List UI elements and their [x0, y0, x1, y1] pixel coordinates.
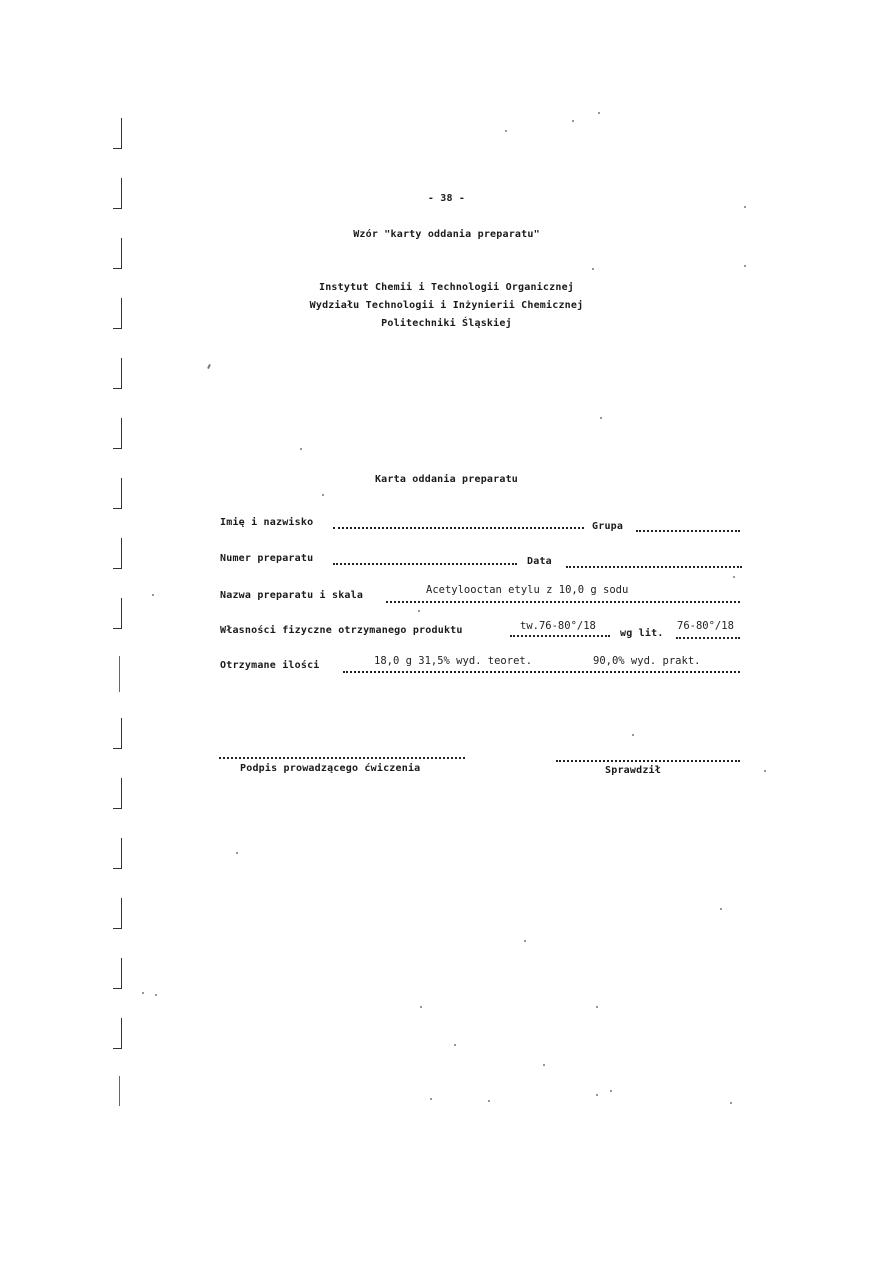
amount-field-line[interactable] [343, 671, 740, 673]
binder-bracket [119, 1076, 124, 1106]
amount-value-2: 90,0% wyd. prakt. [593, 655, 701, 667]
amount-label: Otrzymane ilości [220, 660, 320, 671]
name-field-line[interactable] [333, 527, 584, 529]
group-field-line[interactable] [636, 530, 740, 532]
lit-value: 76-80°/18 [677, 620, 734, 632]
binder-bracket [113, 838, 122, 869]
binder-bracket [113, 358, 122, 389]
group-label: Grupa [592, 521, 624, 532]
page-number: - 38 - [427, 193, 466, 204]
institute-line-3: Politechniki Śląskiej [381, 318, 512, 329]
prep-label: Nazwa preparatu i skala [220, 590, 364, 601]
date-field-line[interactable] [566, 566, 742, 568]
prep-field-line[interactable] [386, 601, 740, 603]
binder-bracket [113, 598, 122, 629]
props-field-line[interactable] [510, 635, 610, 637]
lit-label: wg lit. [620, 628, 664, 639]
props-value: tw.76-80°/18 [520, 620, 596, 632]
binder-bracket [113, 778, 122, 809]
name-label: Imię i nazwisko [220, 517, 314, 528]
binder-bracket [113, 238, 122, 269]
instructor-signature-label: Podpis prowadzącego ćwiczenia [240, 763, 421, 774]
number-label: Numer preparatu [220, 553, 314, 564]
binder-bracket [113, 538, 122, 569]
binder-bracket [113, 1018, 122, 1049]
binder-bracket [113, 418, 122, 449]
props-label: Własności fizyczne otrzymanego produktu [220, 625, 463, 636]
amount-value-1: 18,0 g 31,5% wyd. teoret. [374, 655, 533, 667]
date-label: Data [527, 556, 552, 567]
binder-bracket [113, 898, 122, 929]
checked-signature-line[interactable] [556, 760, 740, 762]
prep-value: Acetylooctan etylu z 10,0 g sodu [426, 584, 629, 596]
institute-line-2: Wydziału Technologii i Inżynierii Chemicznej [309, 300, 584, 311]
institute-line-1: Instytut Chemii i Technologii Organicznej [318, 282, 575, 293]
binder-bracket [113, 958, 122, 989]
binder-bracket [119, 656, 124, 692]
card-title: Karta oddania preparatu [374, 474, 519, 485]
form-caption: Wzór "karty oddania preparatu" [353, 229, 540, 240]
checked-signature-label: Sprawdził [605, 765, 661, 776]
instructor-signature-line[interactable] [219, 757, 465, 759]
number-field-line[interactable] [333, 563, 517, 565]
binder-bracket [113, 718, 122, 749]
lit-field-line[interactable] [676, 637, 740, 639]
binder-bracket [113, 118, 122, 149]
